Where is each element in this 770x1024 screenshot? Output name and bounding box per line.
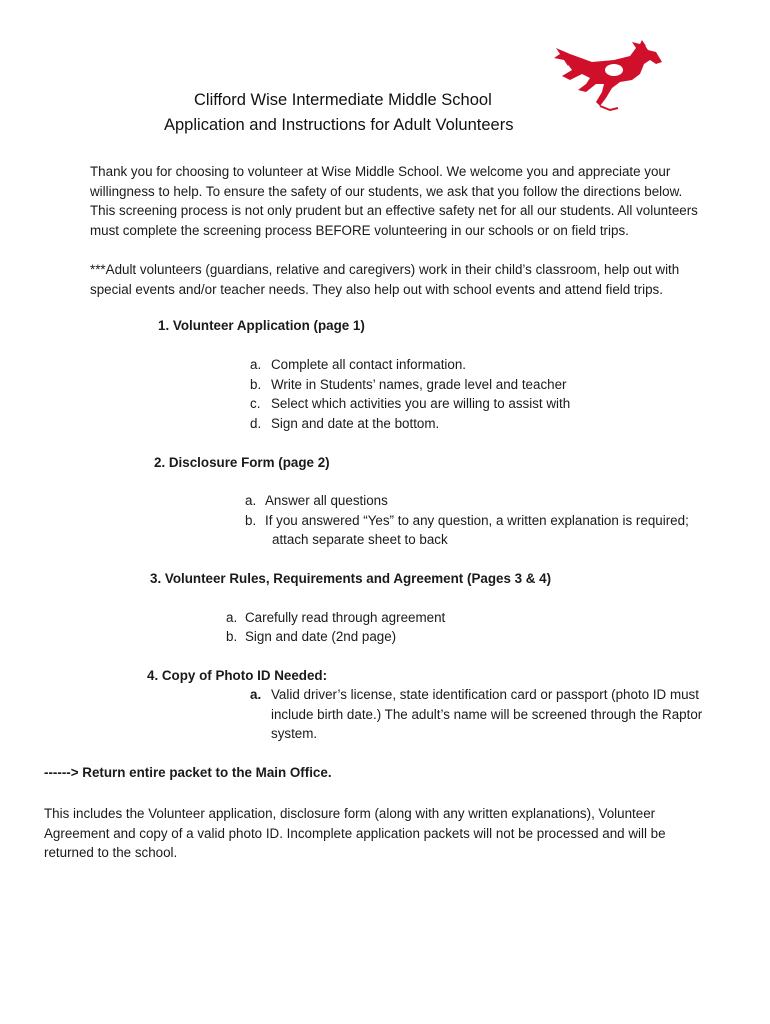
closing-line: This includes the Volunteer application, disclosure form (along with any written explanations), Volunteer <box>44 806 656 821</box>
step-3-item: Sign and date (2nd page) <box>245 629 397 644</box>
step-1-item: Write in Students’ names, grade level and teacher <box>271 377 567 392</box>
step-1-item: Complete all contact information. <box>271 357 467 372</box>
step-2-item: Answer all questions <box>265 493 388 508</box>
step-3-item-marker: b. <box>226 629 238 644</box>
step-2-item: If you answered “Yes” to any question, a written explanation is required; <box>265 513 689 528</box>
step-1-item-marker: c. <box>250 396 261 411</box>
closing-paragraph <box>44 804 666 863</box>
mustang-mascot-logo <box>552 40 672 112</box>
step-1-item-marker: a. <box>250 357 262 372</box>
step-3-heading: 3. Volunteer Rules, Requirements and Agreement (Pages 3 & 4) <box>150 571 552 586</box>
note-line: special events and/or teacher needs. They also help out with school events and attend field trips. <box>90 281 663 297</box>
step-1-item-marker: d. <box>250 416 262 431</box>
intro-line: Thank you for choosing to volunteer at Wise Middle School. We welcome you and appreciate your <box>90 164 671 179</box>
note-line: ***Adult volunteers (guardians, relative and caregivers) work in their child’s classroom, help out with <box>90 262 680 277</box>
intro-line: willingness to help. To ensure the safety of our students, we ask that you follow the directions below. <box>90 183 683 199</box>
step-4-item-marker: a. <box>250 687 262 702</box>
step-2-item: attach separate sheet to back <box>272 532 448 547</box>
closing-line: Agreement and copy of a valid photo ID. Incomplete application packets will not be processed and will be <box>44 825 666 841</box>
step-1-item: Sign and date at the bottom. <box>271 416 440 431</box>
step-4-heading: 4. Copy of Photo ID Needed: <box>147 668 328 683</box>
closing-line: returned to the school. <box>44 845 178 860</box>
step-4-item: include birth date.) The adult’s name will be screened through the Raptor <box>271 707 703 722</box>
step-1-item-marker: b. <box>250 377 262 392</box>
intro-paragraph <box>90 162 698 240</box>
step-1-item: Select which activities you are willing to assist with <box>271 396 571 411</box>
intro-line: must complete the screening process BEFORE volunteering in our schools or on field trips. <box>90 222 629 238</box>
step-3-item: Carefully read through agreement <box>245 610 446 625</box>
page-subtitle: Application and Instructions for Adult Volunteers <box>164 116 514 134</box>
intro-line: This screening process is not only prudent but an effective safety net for all our students. All volunteers <box>90 203 698 218</box>
volunteer-note <box>90 260 679 299</box>
return-instruction: ------> Return entire packet to the Main Office. <box>44 765 332 780</box>
step-4-item: system. <box>271 726 318 741</box>
step-1-heading: 1. Volunteer Application (page 1) <box>158 318 365 333</box>
step-2-item-marker: a. <box>245 493 257 508</box>
step-3-item-marker: a. <box>226 610 238 625</box>
step-4-item: Valid driver’s license, state identification card or passport (photo ID must <box>271 687 699 702</box>
step-2-item-marker: b. <box>245 513 257 528</box>
page-title: Clifford Wise Intermediate Middle School <box>194 91 492 109</box>
step-2-heading: 2. Disclosure Form (page 2) <box>154 455 330 470</box>
